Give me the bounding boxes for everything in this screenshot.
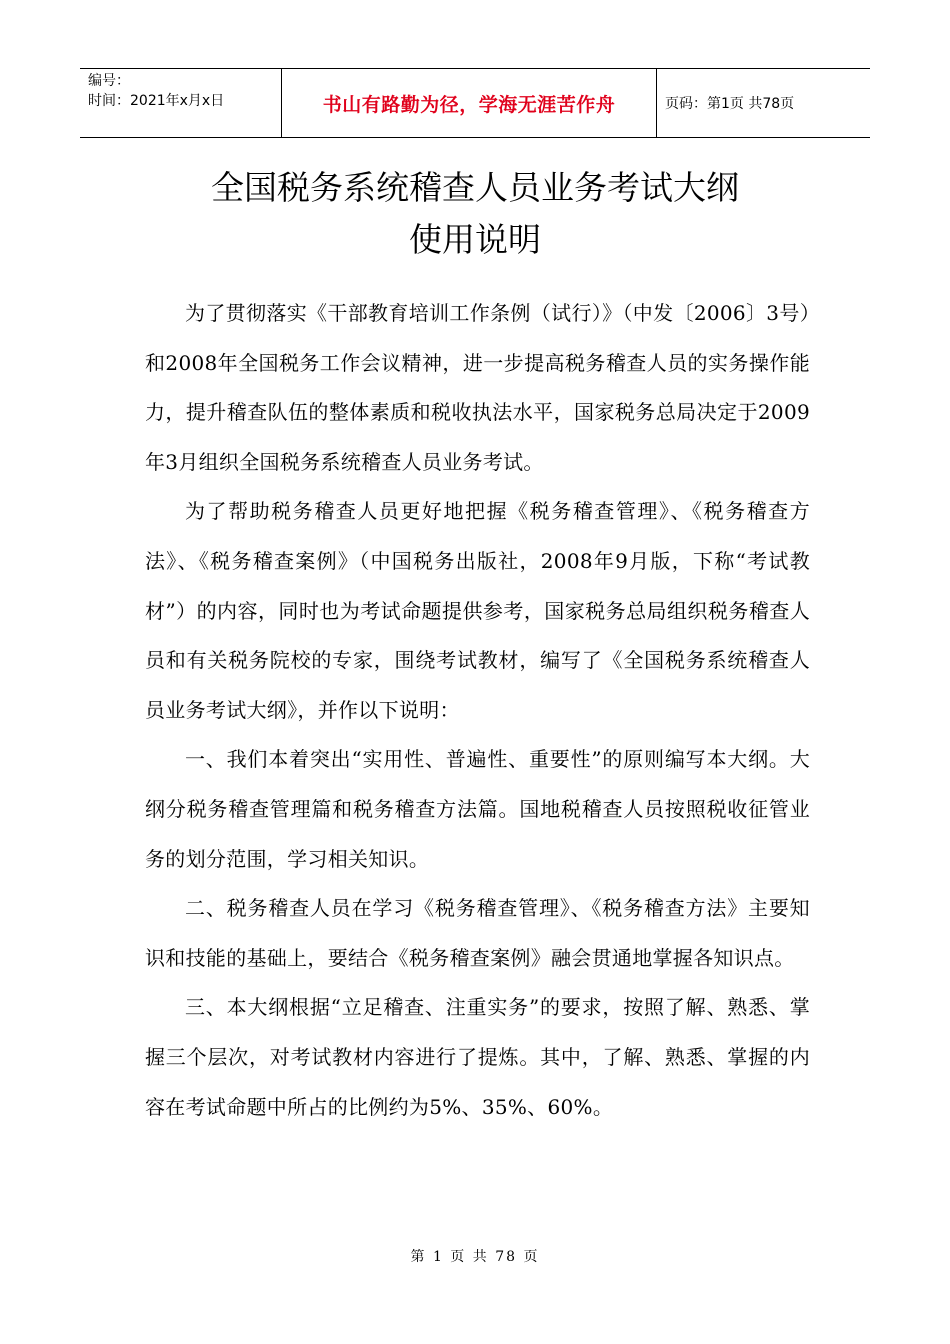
document-subtitle: 使用说明 <box>409 220 541 259</box>
header-meta <box>88 71 283 111</box>
body-paragraph: 为了帮助税务稽查人员更好地把握《税务稽查管理》、《税务稽查方法》、《税务稽查案例》（中国税务出版社，2008年9月版，下称“考试教材”）的内容，同时也为考试命题提供参考，国家税务总局组织税务稽查人员和有关税务院校的专家，围绕考试教材，编写了《全国税务系统稽查人员业务考试大纲》，并作以下说明： <box>145 499 810 722</box>
header-motto: 书山有路勤为径，学海无涯苦作舟 <box>322 93 616 116</box>
document-body <box>145 289 810 1132</box>
page-header <box>80 68 870 138</box>
page-footer: 第 1 页 共 78 页 <box>410 1249 540 1265</box>
body-paragraph: 一、我们本着突出“实用性、普遍性、重要性”的原则编写本大纲。大纲分税务稽查管理篇和税务稽查方法篇。国地税稽查人员按照税收征管业务的划分范围，学习相关知识。 <box>145 747 810 871</box>
body-paragraph: 二、税务稽查人员在学习《税务稽查管理》、《税务稽查方法》主要知识和技能的基础上，要结合《税务稽查案例》融会贯通地掌握各知识点。 <box>145 896 810 970</box>
document-date-label: 时间：2021年x月x日 <box>88 93 225 109</box>
header-divider <box>656 69 657 137</box>
document-number-label: 编号： <box>88 73 130 89</box>
body-paragraph: 三、本大纲根据“立足稽查、注重实务”的要求，按照了解、熟悉、掌握三个层次，对考试教材内容进行了提炼。其中，了解、熟悉、掌握的内容在考试命题中所占的比例约为5%、35%、60%。 <box>145 995 810 1119</box>
document-title: 全国税务系统稽查人员业务考试大纲 <box>211 168 739 207</box>
header-page-info: 页码：第1页 共78页 <box>665 96 795 112</box>
body-paragraph: 为了贯彻落实《干部教育培训工作条例（试行）》（中发〔2006〕3号）和2008年全国税务工作会议精神，进一步提高税务稽查人员的实务操作能力，提升稽查队伍的整体素质和税收执法水平，国家税务总局决定于2009年3月组织全国税务系统稽查人员业务考试。 <box>145 301 810 474</box>
